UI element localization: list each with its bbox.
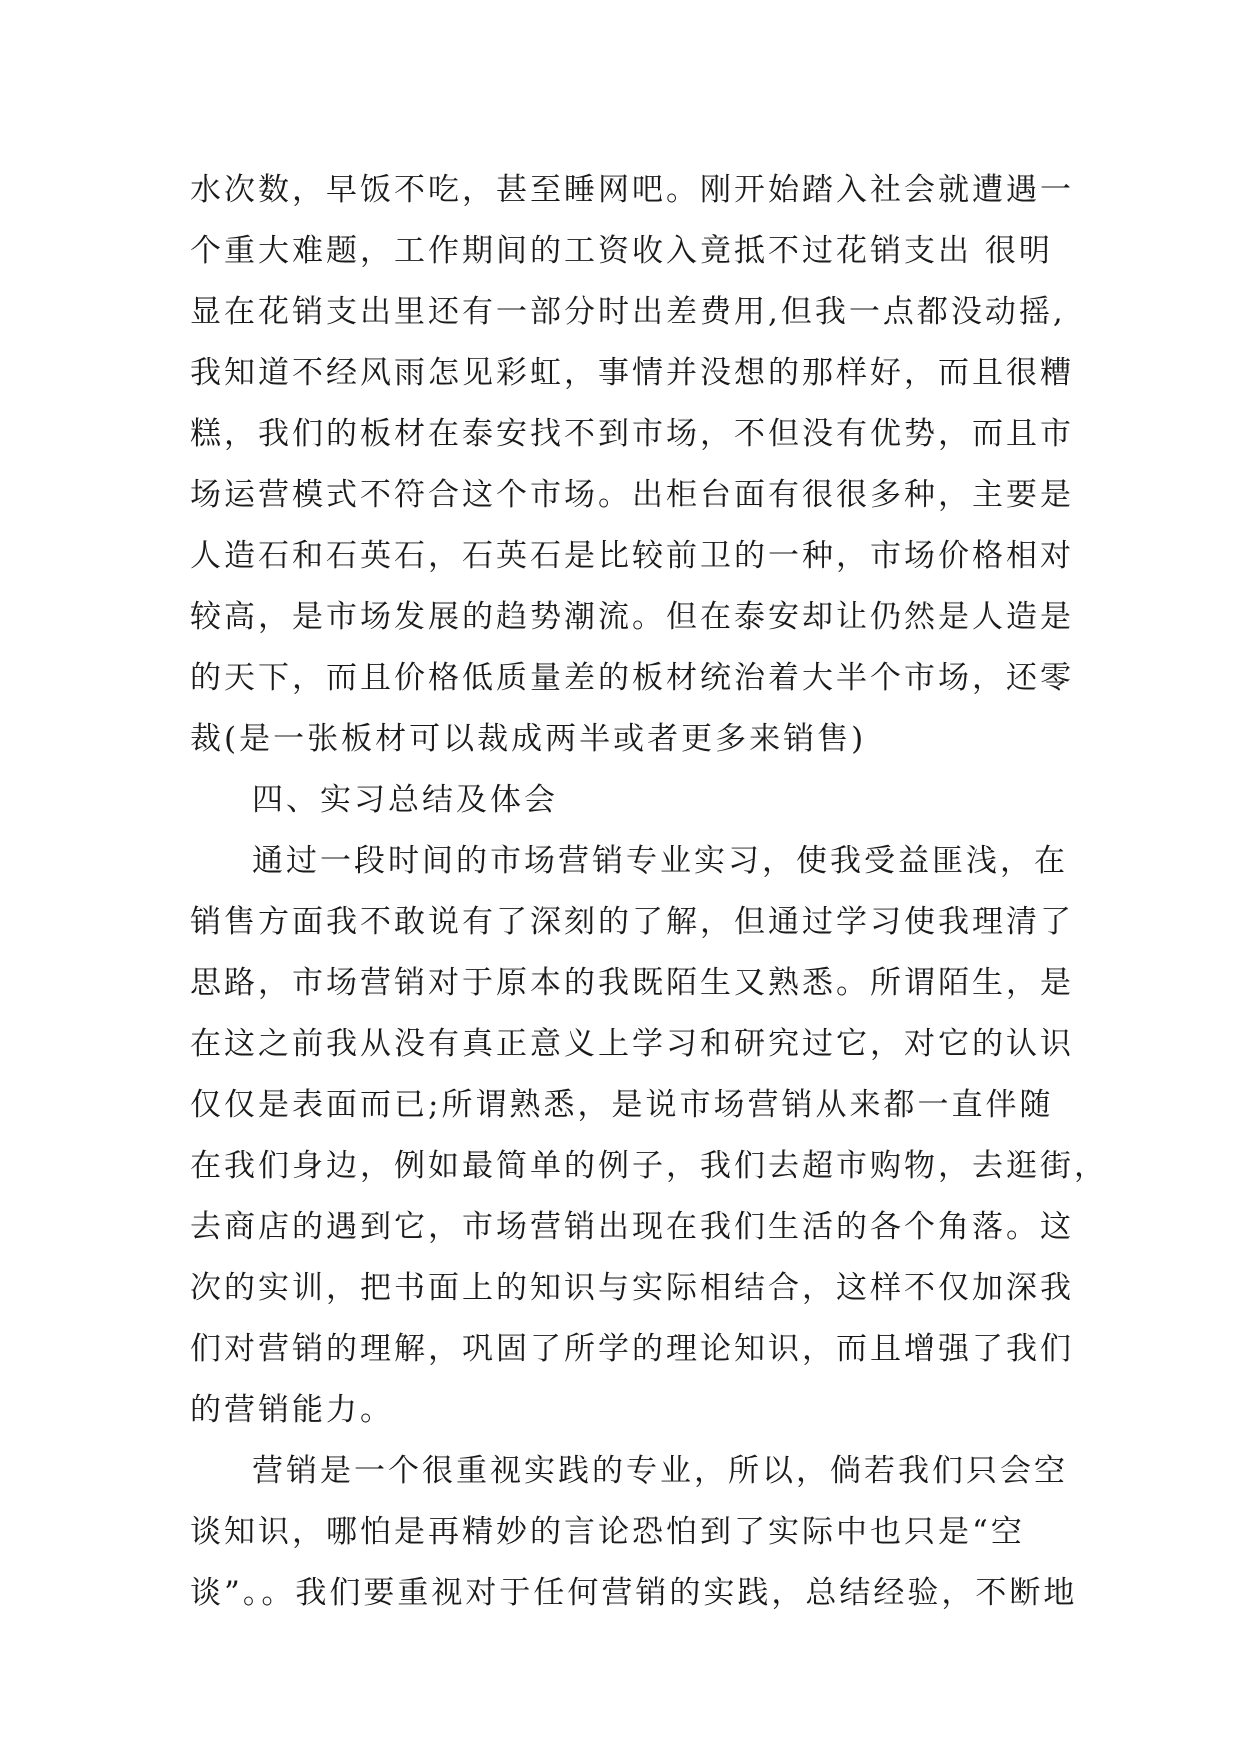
text-line: 糕，我们的板材在泰安找不到市场，不但没有优势，而且市	[190, 416, 1074, 452]
text-line: 在我们身边，例如最简单的例子，我们去超市购物，去逛街，	[190, 1148, 1108, 1184]
text-line: 们对营销的理解，巩固了所学的理论知识，而且增强了我们	[190, 1331, 1074, 1367]
text-line: 在这之前我从没有真正意义上学习和研究过它，对它的认识	[190, 1026, 1074, 1062]
text-line: 思路，市场营销对于原本的我既陌生又熟悉。所谓陌生，是	[190, 965, 1074, 1001]
text-line: 次的实训，把书面上的知识与实际相结合，这样不仅加深我	[190, 1270, 1074, 1306]
text-line: 仅仅是表面而已;所谓熟悉，是说市场营销从来都一直伴随	[190, 1087, 1054, 1123]
paragraph-start-line: 营销是一个很重视实践的专业，所以，倘若我们只会空	[252, 1453, 1068, 1489]
text-line: 去商店的遇到它，市场营销出现在我们生活的各个角落。这	[190, 1209, 1074, 1245]
text-line: 谈知识，哪怕是再精妙的言论恐怕到了实际中也只是“空	[190, 1514, 1025, 1550]
text-line: 我知道不经风雨怎见彩虹，事情并没想的那样好，而且很糟	[190, 355, 1074, 391]
text-line: 的营销能力。	[190, 1392, 394, 1428]
text-line: 水次数，早饭不吃，甚至睡网吧。刚开始踏入社会就遭遇一	[190, 172, 1074, 208]
text-line: 谈”。。我们要重视对于任何营销的实践，总结经验，不断地	[190, 1575, 1078, 1611]
text-line: 裁(是一张板材可以裁成两半或者更多来销售)	[190, 721, 867, 757]
text-line: 的天下，而且价格低质量差的板材统治着大半个市场，还零	[190, 660, 1074, 696]
text-line: 销售方面我不敢说有了深刻的了解，但通过学习使我理清了	[190, 904, 1074, 940]
text-line: 个重大难题，工作期间的工资收入竟抵不过花销支出 很明	[190, 233, 1053, 269]
text-line: 人造石和石英石，石英石是比较前卫的一种，市场价格相对	[190, 538, 1074, 574]
text-line: 场运营模式不符合这个市场。出柜台面有很很多种，主要是	[190, 477, 1074, 513]
text-line: 较高，是市场发展的趋势潮流。但在泰安却让仍然是人造是	[190, 599, 1074, 635]
section-heading: 四、实习总结及体会	[252, 782, 558, 818]
paragraph-start-line: 通过一段时间的市场营销专业实习，使我受益匪浅，在	[252, 843, 1068, 879]
text-line: 显在花销支出里还有一部分时出差费用,但我一点都没动摇,	[190, 294, 1066, 330]
document-body	[190, 160, 1108, 1624]
